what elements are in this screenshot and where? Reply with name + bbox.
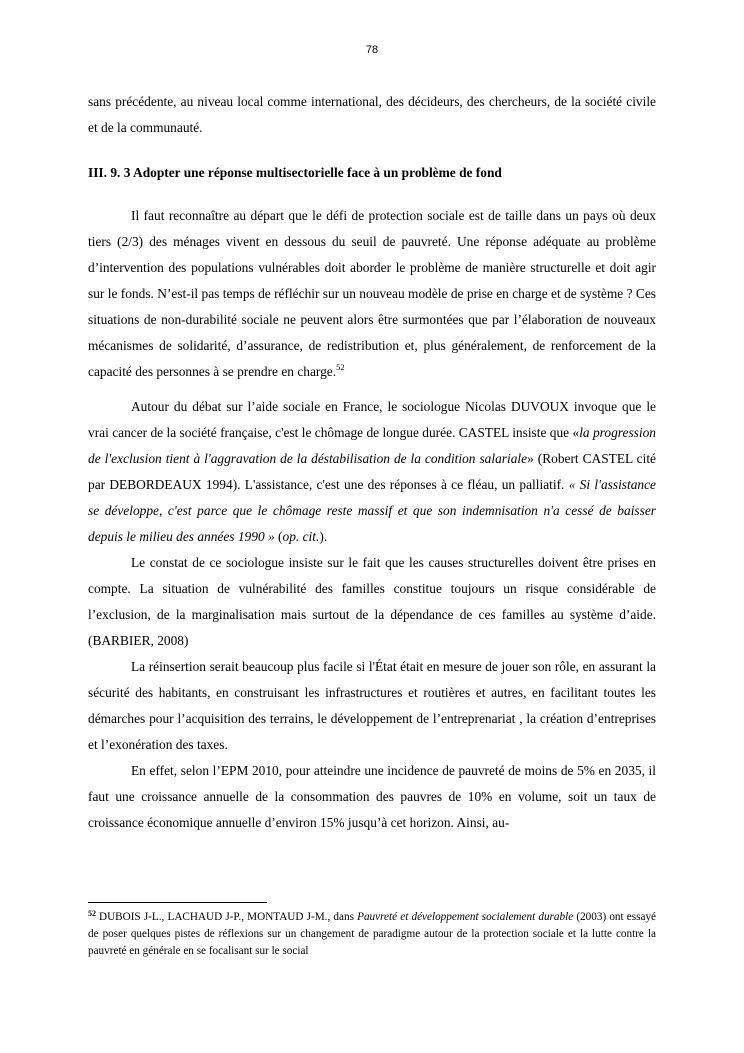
quote-1-close: » <box>527 451 534 466</box>
footnote-reference[interactable]: 52 <box>336 362 345 372</box>
footnote-text: (2003) ont essayé de poser quelques pistes de réflexions sur un changement de paradigme autour de la protection sociale et la lutte contre la pauvreté en générale en se focalisant sur le social <box>88 911 657 957</box>
footnote-title: Pauvreté et développement socialement durable <box>357 911 574 923</box>
paragraph-3: Le constat de ce sociologue insiste sur le fait que les causes structurelles doivent être prises en compte. La situation de vulnérabilité des familles constitue toujours un risque considérable de l’exclusion, de la marginalisation mais surtout de la dépendance de ces familles au système d’aide. (BARBIER, 2008) <box>88 555 656 648</box>
paragraph-1-text: Il faut reconnaître au départ que le défi de protection sociale est de taille dans un pays où deux tiers (2/3) des ménages vivent en dessous du seuil de pauvreté. Une réponse adéquate au problème d’intervention des populations vulnérables doit aborder le problème de manière structurelle et doit agir sur le fonds. N’est-il pas temps de réfléchir sur un nouveau modèle de prise en charge et de système ? Ces situations de non-durabilité sociale ne peuvent alors être surmontées que par l’élaboration de nouveaux mécanismes de solidarité, d’assurance, de redistribution et, plus généralement, de renforcement de la capacité des personnes à se prendre en charge. <box>88 208 656 379</box>
citation-op-cit: op. cit. <box>282 529 320 544</box>
paragraph-2-text-1: Autour du débat sur l’aide sociale en France, le sociologue Nicolas DUVOUX invoque que le vrai cancer de la société française, c'est le chômage de longue durée. CASTEL insiste que <box>88 399 656 440</box>
footnote <box>88 909 656 960</box>
paragraph-1 <box>88 203 656 385</box>
quote-1: la progression de l'exclusion tient à l'aggravation de la déstabilisation de la condition salariale <box>88 425 656 466</box>
body-text <box>88 89 656 836</box>
paragraph-5: En effet, selon l’EPM 2010, pour atteindre une incidence de pauvreté de moins de 5% en 2035, il faut une croissance annuelle de la consommation des pauvres de 10% en volume, soit un taux de croissance économique annuelle d’environ 15% jusqu’à cet horizon. Ainsi, au- <box>88 763 656 830</box>
paragraph-2-text-2: (Robert CASTEL cité par DEBORDEAUX 1994). L'assistance, c'est une des réponses à ce fléau, un palliatif. <box>88 451 656 492</box>
footnote-authors: DUBOIS J-L., LACHAUD J-P., MONTAUD J-M., dans <box>99 911 358 923</box>
page-number: 78 <box>365 44 379 56</box>
paragraph-4: La réinsertion serait beaucoup plus facile si l'État était en mesure de jouer son rôle, en assurant la sécurité des habitants, en construisant les infrastructures et routières et autres, en facilitant toutes les démarches pour l’acquisition des terrains, le développement de l’entreprenariat , la création d’entreprises et l’exonération des taxes. <box>88 659 656 752</box>
quote-1-open: « <box>572 425 580 440</box>
paragraph-2 <box>88 394 656 550</box>
footnote-number: 52 <box>88 909 96 918</box>
citation-close: ). <box>319 529 328 544</box>
footnote-divider <box>88 902 267 903</box>
section-heading: III. 9. 3 Adopter une réponse multisectorielle face à un problème de fond <box>88 165 502 180</box>
paragraph-intro: sans précédente, au niveau local comme international, des décideurs, des chercheurs, de la société civile et de la communauté. <box>88 94 656 135</box>
quote-2: « Si l'assistance se développe, c'est parce que le chômage reste massif et que son indemnisation n'a cessé de baisser depuis le milieu des années 1990 » <box>88 477 656 544</box>
citation-open: ( <box>274 529 283 544</box>
